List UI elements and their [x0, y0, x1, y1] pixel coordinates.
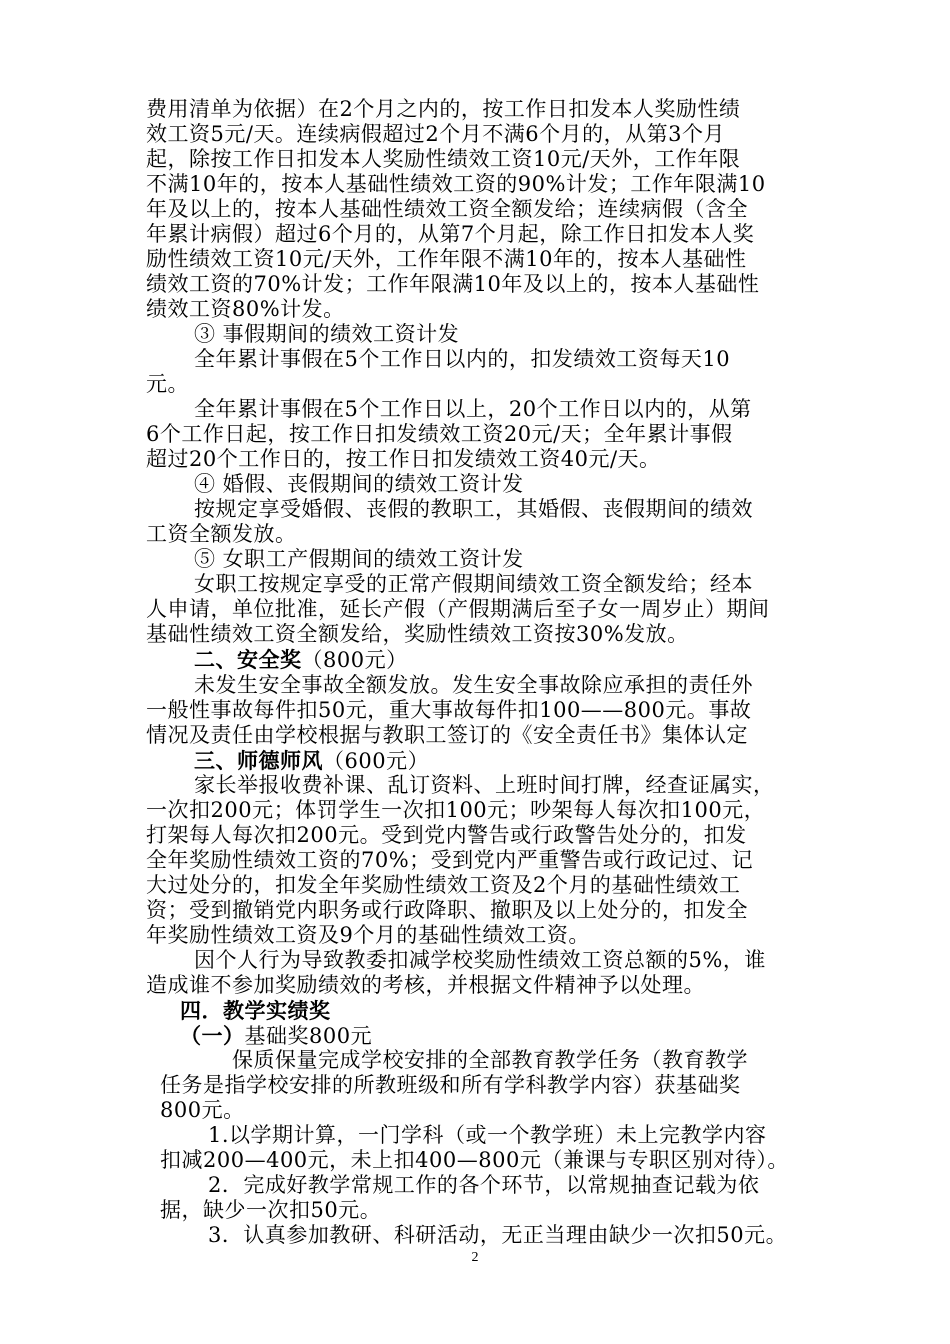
paragraph-line: 800元。	[160, 1098, 245, 1122]
paragraph-line: 年奖励性绩效工资及9个月的基础性绩效工资。	[146, 923, 590, 947]
paragraph-line: 情况及责任由学校根据与教职工签订的《安全责任书》集体认定	[146, 723, 748, 747]
paragraph-line: 超过20个工作日的，按工作日扣发绩效工资40元/天。	[146, 447, 661, 471]
paragraph-line: 励性绩效工资10元/天外，工作年限不满10年的，按本人基础性	[146, 247, 747, 271]
subsection-text: 基础奖800元	[244, 1024, 373, 1048]
paragraph-line: 起，除按工作日扣发本人奖励性绩效工资10元/天外，工作年限	[146, 147, 741, 171]
paragraph-line: 1.以学期计算，一门学科（或一个教学班）未上完教学内容	[208, 1123, 767, 1147]
section-heading-teaching: 四．教学实绩奖	[180, 998, 331, 1023]
subheading-maternity-leave: ⑤ 女职工产假期间的绩效工资计发	[194, 547, 524, 571]
subsection-heading-basic	[180, 1022, 840, 1050]
paragraph-line: 资；受到撤销党内职务或行政降职、撤职及以上处分的，扣发全	[146, 898, 748, 922]
paragraph-line: 按规定享受婚假、丧假的教职工，其婚假、丧假期间的绩效	[194, 497, 753, 521]
page-number: 2	[471, 1250, 479, 1265]
paragraph-line: 女职工按规定享受的正常产假期间绩效工资全额发给；经本	[194, 572, 753, 596]
section-label: 三、师德师风	[194, 748, 323, 773]
paragraph-line: 工资全额发放。	[146, 522, 297, 546]
paragraph-line: 不满10年的，按本人基础性绩效工资的90%计发；工作年限满10	[146, 172, 766, 196]
paragraph-line: 据，缺少一次扣50元。	[160, 1198, 382, 1222]
section-amount: （600元）	[323, 749, 430, 773]
paragraph-line: 打架每人每次扣200元。受到党内警告或行政警告处分的，扣发	[146, 823, 747, 847]
section-label: 二、安全奖	[194, 647, 302, 672]
paragraph-line: 全年累计事假在5个工作日以上，20个工作日以内的，从第	[194, 397, 752, 421]
subheading-personal-leave: ③ 事假期间的绩效工资计发	[194, 322, 460, 346]
paragraph-line: 年及以上的，按本人基础性绩效工资全额发给；连续病假（含全	[146, 197, 748, 221]
paragraph-line: 全年奖励性绩效工资的70%；受到党内严重警告或行政记过、记	[146, 848, 754, 872]
paragraph-line: 大过处分的，扣发全年奖励性绩效工资及2个月的基础性绩效工	[146, 873, 741, 897]
section-heading-safety	[194, 646, 854, 674]
subsection-label: （一）	[180, 1023, 245, 1048]
paragraph-line: 基础性绩效工资全额发给，奖励性绩效工资按30%发放。	[146, 622, 689, 646]
paragraph-line: 一次扣200元；体罚学生一次扣100元；吵架每人每次扣100元，	[146, 798, 766, 822]
paragraph-line: 元。	[146, 372, 189, 396]
paragraph-line: 保质保量完成学校安排的全部教育教学任务（教育教学	[232, 1048, 748, 1072]
paragraph-line: 造成谁不参加奖励绩效的考核，并根据文件精神予以处理。	[146, 973, 705, 997]
paragraph-line: 人申请，单位批准，延长产假（产假期满后至子女一周岁止）期间	[146, 597, 770, 621]
paragraph-line: 全年累计事假在5个工作日以内的，扣发绩效工资每天10	[194, 347, 731, 371]
paragraph-line: 家长举报收费补课、乱订资料、上班时间打牌，经查证属实，	[194, 773, 775, 797]
paragraph-line: 费用清单为依据）在2个月之内的，按工作日扣发本人奖励性绩	[146, 97, 741, 121]
paragraph-line: 年累计病假）超过6个月的，从第7个月起，除工作日扣发本人奖	[146, 222, 755, 246]
paragraph-line: 绩效工资80%计发。	[146, 297, 345, 321]
paragraph-line: 因个人行为导致教委扣减学校奖励性绩效工资总额的5%，谁	[194, 948, 766, 972]
subheading-marriage-leave: ④ 婚假、丧假期间的绩效工资计发	[194, 472, 524, 496]
paragraph-line: 未发生安全事故全额发放。发生安全事故除应承担的责任外	[194, 673, 753, 697]
paragraph-line: 扣减200—400元，未上扣400—800元（兼课与专职区别对待）。	[160, 1148, 789, 1172]
paragraph-line: 任务是指学校安排的所教班级和所有学科教学内容）获基础奖	[160, 1073, 741, 1097]
section-amount: （800元）	[301, 648, 408, 672]
paragraph-line: 3．认真参加教研、科研活动，无正当理由缺少一次扣50元。	[208, 1223, 788, 1247]
paragraph-line: 2．完成好教学常规工作的各个环节，以常规抽查记载为依	[208, 1173, 760, 1197]
paragraph-line: 一般性事故每件扣50元，重大事故每件扣100——800元。事故	[146, 698, 752, 722]
paragraph-line: 6个工作日起，按工作日扣发绩效工资20元/天；全年累计事假	[146, 422, 733, 446]
section-heading-ethics	[194, 747, 854, 775]
paragraph-line: 效工资5元/天。连续病假超过2个月不满6个月的，从第3个月	[146, 122, 726, 146]
paragraph-line: 绩效工资的70%计发；工作年限满10年及以上的，按本人基础性	[146, 272, 760, 296]
